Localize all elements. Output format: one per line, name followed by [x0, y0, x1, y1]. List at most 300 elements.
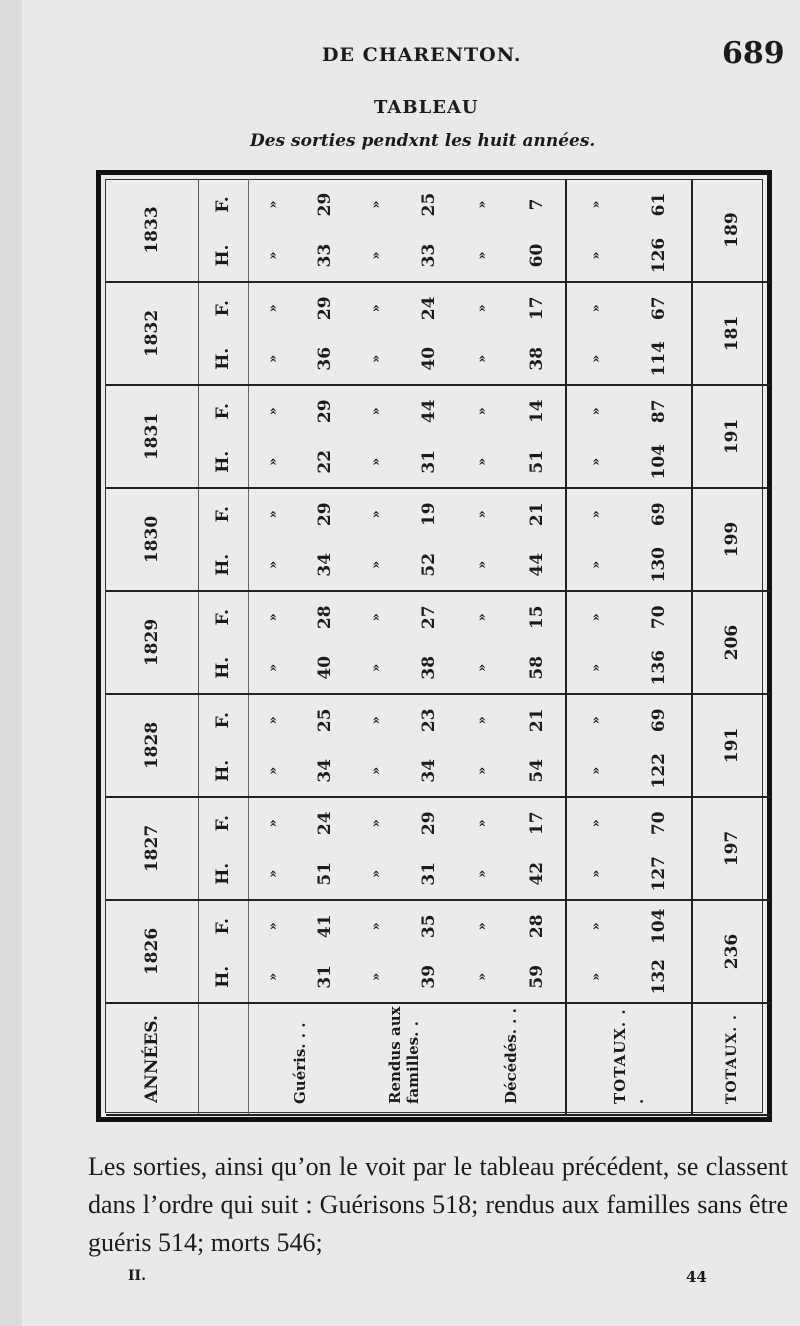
value-pair-top [527, 489, 547, 590]
body-paragraph: Les sorties, ainsi qu’on le voit par le tableau précédent, se classent dans l’ordre qui suit : Guérisons 518; rendus aux familles sans être guéris 514; morts 546; [88, 1152, 788, 1257]
value-pair-top [649, 283, 669, 384]
value-f: 19 [418, 502, 439, 527]
blank-marks [589, 798, 604, 899]
blank-mark: » [589, 200, 605, 209]
blank-mark: » [589, 251, 605, 260]
blank-marks [475, 489, 490, 590]
blank-marks [266, 798, 281, 899]
blank-mark: » [474, 716, 490, 725]
value-h: 132 [648, 959, 669, 995]
value-h: 34 [314, 552, 335, 577]
value-h: 104 [648, 444, 669, 480]
value-pair [249, 386, 353, 487]
value-pair-top [649, 695, 669, 796]
value-pair [567, 592, 691, 693]
value-pair [352, 695, 456, 796]
blank-marks [475, 798, 490, 899]
value-f: 29 [314, 192, 335, 217]
value-pair-top [527, 592, 547, 693]
value-h: 58 [526, 655, 547, 680]
blank-mark: » [265, 613, 281, 622]
grand-total-cell: 206 [692, 591, 770, 694]
row-label-grand-total: TOTAUX. . [692, 1003, 770, 1115]
sex-f-label: F. [213, 300, 233, 317]
blank-mark: » [369, 613, 385, 622]
blank-mark: » [265, 304, 281, 313]
blank-marks [369, 179, 384, 281]
value-h: 31 [418, 861, 439, 886]
value-f: 25 [418, 192, 439, 217]
grand-total-cell: 191 [692, 385, 770, 488]
value-pair-top [527, 798, 547, 899]
value-cell-gueris [248, 900, 352, 1003]
blank-marks [475, 386, 490, 487]
value-h: 60 [526, 243, 547, 268]
value-h: 33 [314, 243, 335, 268]
value-h: 51 [314, 861, 335, 886]
value-pair-top [419, 283, 439, 384]
year-header: 1827 [106, 797, 198, 900]
value-h: 127 [648, 856, 669, 892]
sex-h-label: H. [213, 450, 233, 473]
value-pair-top [419, 179, 439, 281]
sex-h-label: H. [213, 759, 233, 782]
value-h: 59 [526, 964, 547, 989]
blank-marks [475, 592, 490, 693]
value-f: 28 [526, 914, 547, 939]
year-header: 1833 [106, 179, 198, 282]
value-pair [456, 386, 565, 487]
blank-mark: » [589, 354, 605, 363]
blank-mark: » [589, 510, 605, 519]
value-h: 33 [418, 243, 439, 268]
value-cell-rendus [352, 385, 456, 488]
sex-f-label: F. [213, 712, 233, 729]
value-f: 70 [648, 605, 669, 630]
blank-mark: » [369, 716, 385, 725]
value-pair-top [649, 798, 669, 899]
page-number: 689 [722, 36, 785, 71]
value-pair-top [419, 695, 439, 796]
value-pair [456, 283, 565, 384]
blank-marks [266, 386, 281, 487]
value-cell-decedes [456, 591, 566, 694]
value-pair [249, 179, 353, 281]
value-f: 15 [526, 605, 547, 630]
value-pair-top [315, 386, 335, 487]
blank-marks [589, 489, 604, 590]
value-pair [352, 179, 456, 281]
value-h: 51 [526, 449, 547, 474]
blank-marks [589, 901, 604, 1002]
value-pair-top [419, 489, 439, 590]
grand-total-cell: 199 [692, 488, 770, 591]
value-h: 136 [648, 650, 669, 686]
sex-f-label: F. [213, 196, 233, 213]
sex-h-label: H. [213, 862, 233, 885]
sex-cell [198, 900, 248, 1003]
value-h: 130 [648, 547, 669, 583]
value-pair [249, 592, 353, 693]
year-header: 1829 [106, 591, 198, 694]
value-f: 27 [418, 605, 439, 630]
value-f: 29 [314, 296, 335, 321]
blank-mark: » [369, 251, 385, 260]
blank-mark: » [369, 304, 385, 313]
value-h: 38 [418, 655, 439, 680]
blank-mark: » [265, 560, 281, 569]
rotated-table-wrapper [106, 180, 770, 1116]
value-f: 69 [648, 502, 669, 527]
blank-marks [589, 386, 604, 487]
table-title: TABLEAU [374, 97, 479, 118]
value-pair [567, 386, 691, 487]
blank-mark: » [265, 200, 281, 209]
value-f: 24 [418, 296, 439, 321]
blank-mark: » [474, 663, 490, 672]
value-pair-top [315, 489, 335, 590]
grand-total-cell: 191 [692, 694, 770, 797]
value-f: 21 [526, 502, 547, 527]
value-pair [567, 901, 691, 1002]
value-pair [352, 386, 456, 487]
value-pair-top [527, 283, 547, 384]
blank-mark: » [474, 922, 490, 931]
value-f: 21 [526, 708, 547, 733]
value-h: 40 [418, 346, 439, 371]
value-cell-gueris [248, 488, 352, 591]
value-f: 29 [314, 502, 335, 527]
sex-cell [198, 797, 248, 900]
blank-mark: » [265, 407, 281, 416]
blank-marks [589, 179, 604, 281]
sex-h-label: H. [213, 347, 233, 370]
blank-mark: » [589, 869, 605, 878]
value-cell-totaux [566, 591, 692, 694]
value-pair [352, 901, 456, 1002]
value-h: 34 [314, 758, 335, 783]
value-cell-gueris [248, 385, 352, 488]
value-f: 25 [314, 708, 335, 733]
blank-mark: » [369, 869, 385, 878]
blank-mark: » [265, 922, 281, 931]
row-label-gueris: Guéris. . . [248, 1003, 352, 1115]
value-h: 34 [418, 758, 439, 783]
blank-mark: » [589, 766, 605, 775]
value-f: 41 [314, 914, 335, 939]
blank-mark: » [589, 922, 605, 931]
sex-cell [198, 694, 248, 797]
value-f: 44 [418, 399, 439, 424]
value-pair [567, 283, 691, 384]
value-h: 38 [526, 346, 547, 371]
sex-cell [198, 591, 248, 694]
value-h: 44 [526, 552, 547, 577]
value-cell-decedes [456, 694, 566, 797]
value-h: 31 [314, 964, 335, 989]
blank-mark: » [265, 354, 281, 363]
blank-mark: » [589, 304, 605, 313]
value-cell-decedes [456, 179, 566, 282]
value-cell-rendus [352, 282, 456, 385]
blank-mark: » [369, 354, 385, 363]
year-header: 1831 [106, 385, 198, 488]
sex-f-label: F. [213, 506, 233, 523]
value-pair [352, 798, 456, 899]
value-pair-top [419, 798, 439, 899]
blank-marks [369, 386, 384, 487]
value-h: 126 [648, 237, 669, 274]
value-f: 17 [526, 296, 547, 321]
blank-marks [369, 592, 384, 693]
blank-mark: » [589, 716, 605, 725]
blank-marks [266, 901, 281, 1002]
blank-mark: » [265, 457, 281, 466]
blank-mark: » [265, 819, 281, 828]
blank-mark: » [589, 663, 605, 672]
value-pair-top [527, 386, 547, 487]
value-pair-top [649, 179, 669, 281]
value-pair-top [315, 901, 335, 1002]
grand-total-cell: 236 [692, 900, 770, 1003]
value-h: 36 [314, 346, 335, 371]
value-pair-top [315, 179, 335, 281]
value-pair [456, 489, 565, 590]
sex-f-label: F. [213, 609, 233, 626]
blank-mark: » [369, 457, 385, 466]
year-header: 1828 [106, 694, 198, 797]
value-cell-totaux [566, 179, 692, 282]
table-inner [105, 179, 763, 1113]
value-h: 122 [648, 753, 669, 789]
blank-marks [589, 695, 604, 796]
row-label-totaux: TOTAUX. . . [566, 1003, 692, 1115]
value-cell-decedes [456, 385, 566, 488]
blank-marks [369, 901, 384, 1002]
value-h: 52 [418, 552, 439, 577]
value-f: 14 [526, 399, 547, 424]
blank-marks [266, 283, 281, 384]
blank-mark: » [265, 663, 281, 672]
sex-f-label: F. [213, 918, 233, 935]
value-cell-gueris [248, 179, 352, 282]
value-pair [249, 798, 353, 899]
blank-mark: » [369, 766, 385, 775]
blank-mark: » [369, 663, 385, 672]
value-cell-rendus [352, 694, 456, 797]
blank-marks [266, 179, 281, 281]
value-pair-top [315, 283, 335, 384]
running-head: DE CHARENTON. [322, 44, 522, 66]
value-pair [249, 283, 353, 384]
value-cell-totaux [566, 694, 692, 797]
blank-mark: » [369, 407, 385, 416]
value-f: 7 [526, 198, 547, 211]
value-cell-gueris [248, 797, 352, 900]
sex-label-cell [198, 1003, 248, 1115]
value-cell-decedes [456, 488, 566, 591]
value-cell-totaux [566, 900, 692, 1003]
value-pair [567, 179, 691, 281]
value-pair [352, 592, 456, 693]
value-cell-rendus [352, 900, 456, 1003]
blank-mark: » [474, 869, 490, 878]
value-pair-top [649, 489, 669, 590]
blank-mark: » [369, 922, 385, 931]
blank-marks [266, 489, 281, 590]
blank-mark: » [369, 510, 385, 519]
value-pair-top [315, 592, 335, 693]
blank-marks [589, 283, 604, 384]
blank-marks [369, 489, 384, 590]
value-f: 29 [418, 811, 439, 836]
sex-cell [198, 282, 248, 385]
blank-mark: » [265, 716, 281, 725]
blank-mark: » [265, 972, 281, 981]
blank-mark: » [369, 819, 385, 828]
value-pair-top [419, 592, 439, 693]
value-pair [249, 489, 353, 590]
sex-h-label: H. [213, 965, 233, 988]
sex-f-label: F. [213, 815, 233, 832]
value-h: 22 [314, 449, 335, 474]
sex-h-label: H. [213, 244, 233, 267]
blank-marks [475, 179, 490, 281]
departures-table [106, 179, 770, 1116]
blank-mark: » [474, 200, 490, 209]
blank-mark: » [474, 819, 490, 828]
blank-mark: » [369, 972, 385, 981]
value-cell-totaux [566, 282, 692, 385]
sex-f-label: F. [213, 403, 233, 420]
value-f: 28 [314, 605, 335, 630]
value-pair [456, 798, 565, 899]
blank-mark: » [474, 613, 490, 622]
value-pair [456, 592, 565, 693]
year-header: 1826 [106, 900, 198, 1003]
signature-mark: II. [128, 1268, 146, 1284]
blank-marks [475, 695, 490, 796]
blank-mark: » [474, 304, 490, 313]
blank-marks [475, 901, 490, 1002]
value-pair-top [315, 798, 335, 899]
value-pair [456, 179, 565, 281]
blank-marks [369, 695, 384, 796]
blank-mark: » [474, 766, 490, 775]
value-h: 39 [418, 964, 439, 989]
blank-mark: » [589, 819, 605, 828]
value-h: 54 [526, 758, 547, 783]
blank-mark: » [589, 613, 605, 622]
value-pair-top [649, 901, 669, 1002]
value-pair-top [649, 386, 669, 487]
blank-mark: » [589, 407, 605, 416]
value-pair [249, 695, 353, 796]
value-pair [567, 489, 691, 590]
value-cell-totaux [566, 797, 692, 900]
blank-mark: » [474, 251, 490, 260]
value-f: 70 [648, 811, 669, 836]
value-cell-gueris [248, 591, 352, 694]
row-label-rendus: Rendus aux familles. . [352, 1003, 456, 1115]
blank-mark: » [265, 766, 281, 775]
value-cell-decedes [456, 282, 566, 385]
value-f: 104 [648, 908, 669, 944]
sex-h-label: H. [213, 553, 233, 576]
value-pair-top [419, 901, 439, 1002]
sex-cell [198, 488, 248, 591]
value-f: 35 [418, 914, 439, 939]
value-pair [567, 798, 691, 899]
value-cell-rendus [352, 591, 456, 694]
value-pair [352, 283, 456, 384]
sex-cell [198, 179, 248, 282]
blank-mark: » [474, 560, 490, 569]
value-f: 24 [314, 811, 335, 836]
blank-marks [369, 283, 384, 384]
blank-mark: » [265, 510, 281, 519]
blank-mark: » [474, 972, 490, 981]
table-subtitle: Des sorties pendxnt les huit années. [250, 131, 596, 151]
book-page [22, 0, 800, 1326]
value-pair [456, 901, 565, 1002]
grand-total-cell: 189 [692, 179, 770, 282]
grand-total-cell: 197 [692, 797, 770, 900]
blank-mark: » [369, 560, 385, 569]
value-pair-top [527, 901, 547, 1002]
value-f: 23 [418, 708, 439, 733]
value-cell-gueris [248, 282, 352, 385]
value-f: 67 [648, 296, 669, 321]
value-pair-top [419, 386, 439, 487]
sex-cell [198, 385, 248, 488]
sex-h-label: H. [213, 656, 233, 679]
value-h: 42 [526, 861, 547, 886]
row-label-decedes: Décédés. . . [456, 1003, 566, 1115]
value-h: 31 [418, 449, 439, 474]
blank-mark: » [265, 251, 281, 260]
blank-marks [475, 283, 490, 384]
value-f: 61 [648, 192, 669, 217]
value-cell-rendus [352, 179, 456, 282]
blank-marks [266, 592, 281, 693]
value-cell-totaux [566, 488, 692, 591]
blank-marks [369, 798, 384, 899]
value-pair-top [527, 179, 547, 281]
blank-marks [589, 592, 604, 693]
value-cell-rendus [352, 797, 456, 900]
statistics-table-frame [96, 170, 772, 1122]
blank-mark: » [589, 457, 605, 466]
value-cell-rendus [352, 488, 456, 591]
value-pair [567, 695, 691, 796]
row-label-header: ANNÉES. [106, 1003, 198, 1115]
grand-total-cell: 181 [692, 282, 770, 385]
blank-mark: » [589, 972, 605, 981]
value-f: 87 [648, 399, 669, 424]
value-pair-top [527, 695, 547, 796]
value-pair [249, 901, 353, 1002]
blank-mark: » [369, 200, 385, 209]
blank-mark: » [589, 560, 605, 569]
blank-mark: » [474, 407, 490, 416]
value-pair-top [649, 592, 669, 693]
value-cell-totaux [566, 385, 692, 488]
blank-mark: » [265, 869, 281, 878]
value-cell-decedes [456, 900, 566, 1003]
value-pair [352, 489, 456, 590]
value-h: 40 [314, 655, 335, 680]
